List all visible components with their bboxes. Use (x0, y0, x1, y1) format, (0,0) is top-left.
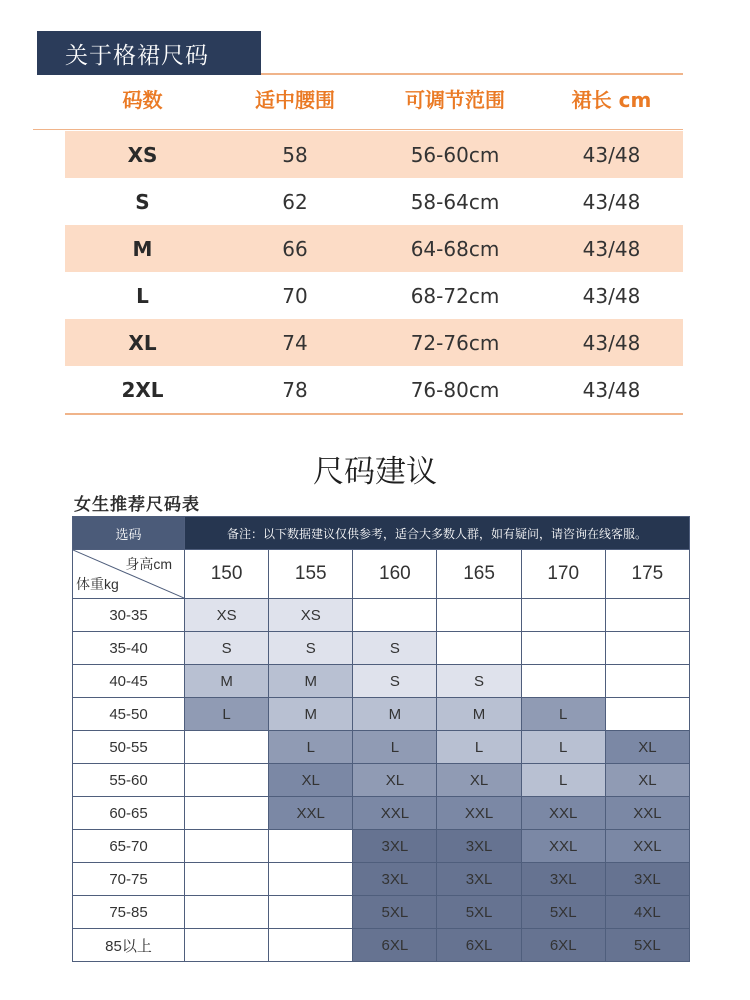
height-axis-label: 身高cm (125, 556, 172, 572)
size-cell (185, 797, 269, 830)
size-cell (605, 698, 689, 731)
waist-value: 62 (282, 189, 308, 214)
height-175: 175 (605, 550, 689, 599)
size-cell: L (521, 731, 605, 764)
size-table-body (65, 131, 683, 413)
size-cell: XL (605, 731, 689, 764)
size-cell (269, 830, 353, 863)
size-cell (605, 632, 689, 665)
weight-range: 40-45 (73, 665, 185, 698)
size-cell: 6XL (353, 929, 437, 962)
header-range: 可调节范围 (405, 87, 505, 112)
size-cell: 3XL (605, 863, 689, 896)
size-cell: XS (269, 599, 353, 632)
header-divider (33, 129, 683, 130)
header-length: 裙长 cm (571, 87, 652, 112)
weight-range: 65-70 (73, 830, 185, 863)
size-cell: L (437, 731, 521, 764)
size-cell: XXL (353, 797, 437, 830)
range-value: 76-80cm (410, 377, 500, 402)
recommend-table-body (73, 599, 690, 962)
size-cell: M (269, 665, 353, 698)
select-size-label: 选码 (73, 517, 185, 550)
table-row (73, 764, 690, 797)
weight-range: 70-75 (73, 863, 185, 896)
size-cell: XXL (605, 830, 689, 863)
size-cell: 3XL (437, 830, 521, 863)
size-cell: S (437, 665, 521, 698)
table-row (73, 929, 690, 962)
size-cell (605, 599, 689, 632)
table-row (73, 830, 690, 863)
size-cell: L (185, 698, 269, 731)
range-value: 64-68cm (410, 236, 500, 261)
size-cell (521, 665, 605, 698)
size-cell (185, 731, 269, 764)
size-cell: S (353, 665, 437, 698)
size-cell (605, 665, 689, 698)
header-waist: 适中腰围 (255, 87, 335, 112)
table-row (73, 698, 690, 731)
size-cell: XL (437, 764, 521, 797)
size-cell: M (185, 665, 269, 698)
height-155: 155 (269, 550, 353, 599)
length-value: 43/48 (582, 330, 641, 355)
weight-range: 50-55 (73, 731, 185, 764)
size-cell: XXL (521, 830, 605, 863)
size-cell (269, 929, 353, 962)
table-row (73, 665, 690, 698)
recommend-table-title: 女生推荐尺码表 (74, 495, 200, 515)
size-cell: XXL (269, 797, 353, 830)
table-row (73, 863, 690, 896)
table-row (65, 131, 683, 178)
size-cell: M (353, 698, 437, 731)
table-row (73, 896, 690, 929)
size-cell (353, 599, 437, 632)
size-cell: 3XL (521, 863, 605, 896)
size-table-header (65, 78, 683, 118)
table-row (73, 599, 690, 632)
size-code: XS (127, 142, 158, 167)
size-cell (269, 896, 353, 929)
length-value: 43/48 (582, 283, 641, 308)
size-cell: 3XL (353, 863, 437, 896)
length-value: 43/48 (582, 236, 641, 261)
suggestion-title: 尺码建议 (313, 454, 437, 490)
corner-cell (73, 550, 185, 599)
table-row (65, 319, 683, 366)
recommend-table (72, 516, 690, 962)
table-row (65, 225, 683, 272)
size-cell (185, 896, 269, 929)
weight-range: 30-35 (73, 599, 185, 632)
size-code: L (136, 283, 149, 308)
weight-range: 75-85 (73, 896, 185, 929)
range-value: 58-64cm (410, 189, 500, 214)
height-170: 170 (521, 550, 605, 599)
note-text: 备注：以下数据建议仅供参考，适合大多数人群，如有疑问，请咨询在线客服。 (185, 517, 690, 550)
size-cell (521, 599, 605, 632)
size-cell: S (269, 632, 353, 665)
size-cell (437, 599, 521, 632)
size-cell: XL (269, 764, 353, 797)
top-divider (261, 73, 683, 75)
size-cell: L (521, 764, 605, 797)
size-chart-title: 关于格裙尺码 (37, 31, 261, 75)
size-cell (185, 830, 269, 863)
size-cell: XXL (521, 797, 605, 830)
weight-range: 85以上 (73, 929, 185, 962)
size-cell: XL (605, 764, 689, 797)
size-cell: S (185, 632, 269, 665)
waist-value: 58 (282, 142, 308, 167)
size-cell: M (437, 698, 521, 731)
weight-range: 45-50 (73, 698, 185, 731)
table-row (73, 797, 690, 830)
size-cell (437, 632, 521, 665)
table-row (65, 178, 683, 225)
size-code: S (135, 189, 150, 214)
size-cell: XS (185, 599, 269, 632)
height-header-row (73, 550, 690, 599)
table-row (65, 366, 683, 413)
size-cell: 3XL (353, 830, 437, 863)
size-cell: XXL (437, 797, 521, 830)
range-value: 56-60cm (410, 142, 500, 167)
waist-value: 78 (282, 377, 308, 402)
size-cell: 4XL (605, 896, 689, 929)
height-160: 160 (353, 550, 437, 599)
size-code: XL (128, 330, 157, 355)
length-value: 43/48 (582, 189, 641, 214)
size-cell: L (353, 731, 437, 764)
size-cell (185, 863, 269, 896)
weight-range: 55-60 (73, 764, 185, 797)
size-cell: S (353, 632, 437, 665)
height-165: 165 (437, 550, 521, 599)
weight-range: 60-65 (73, 797, 185, 830)
range-value: 72-76cm (410, 330, 500, 355)
table-row (73, 632, 690, 665)
size-cell: M (269, 698, 353, 731)
size-cell: L (521, 698, 605, 731)
range-value: 68-72cm (410, 283, 500, 308)
size-cell: 6XL (437, 929, 521, 962)
size-cell: 5XL (521, 896, 605, 929)
size-cell (185, 764, 269, 797)
table-note-row (73, 517, 690, 550)
size-cell: XL (353, 764, 437, 797)
size-cell: XXL (605, 797, 689, 830)
size-cell: 5XL (353, 896, 437, 929)
size-cell (521, 632, 605, 665)
size-cell (185, 929, 269, 962)
size-cell (269, 863, 353, 896)
height-150: 150 (185, 550, 269, 599)
size-cell: 5XL (437, 896, 521, 929)
length-value: 43/48 (582, 377, 641, 402)
length-value: 43/48 (582, 142, 641, 167)
bottom-divider (65, 413, 683, 415)
size-code: M (132, 236, 153, 261)
weight-axis-label: 体重kg (76, 576, 119, 592)
table-row (73, 731, 690, 764)
table-row (65, 272, 683, 319)
waist-value: 70 (282, 283, 308, 308)
weight-range: 35-40 (73, 632, 185, 665)
size-cell: 6XL (521, 929, 605, 962)
header-size: 码数 (122, 87, 163, 112)
waist-value: 66 (282, 236, 308, 261)
size-cell: 5XL (605, 929, 689, 962)
size-cell: L (269, 731, 353, 764)
size-code: 2XL (121, 377, 164, 402)
size-cell: 3XL (437, 863, 521, 896)
waist-value: 74 (282, 330, 308, 355)
